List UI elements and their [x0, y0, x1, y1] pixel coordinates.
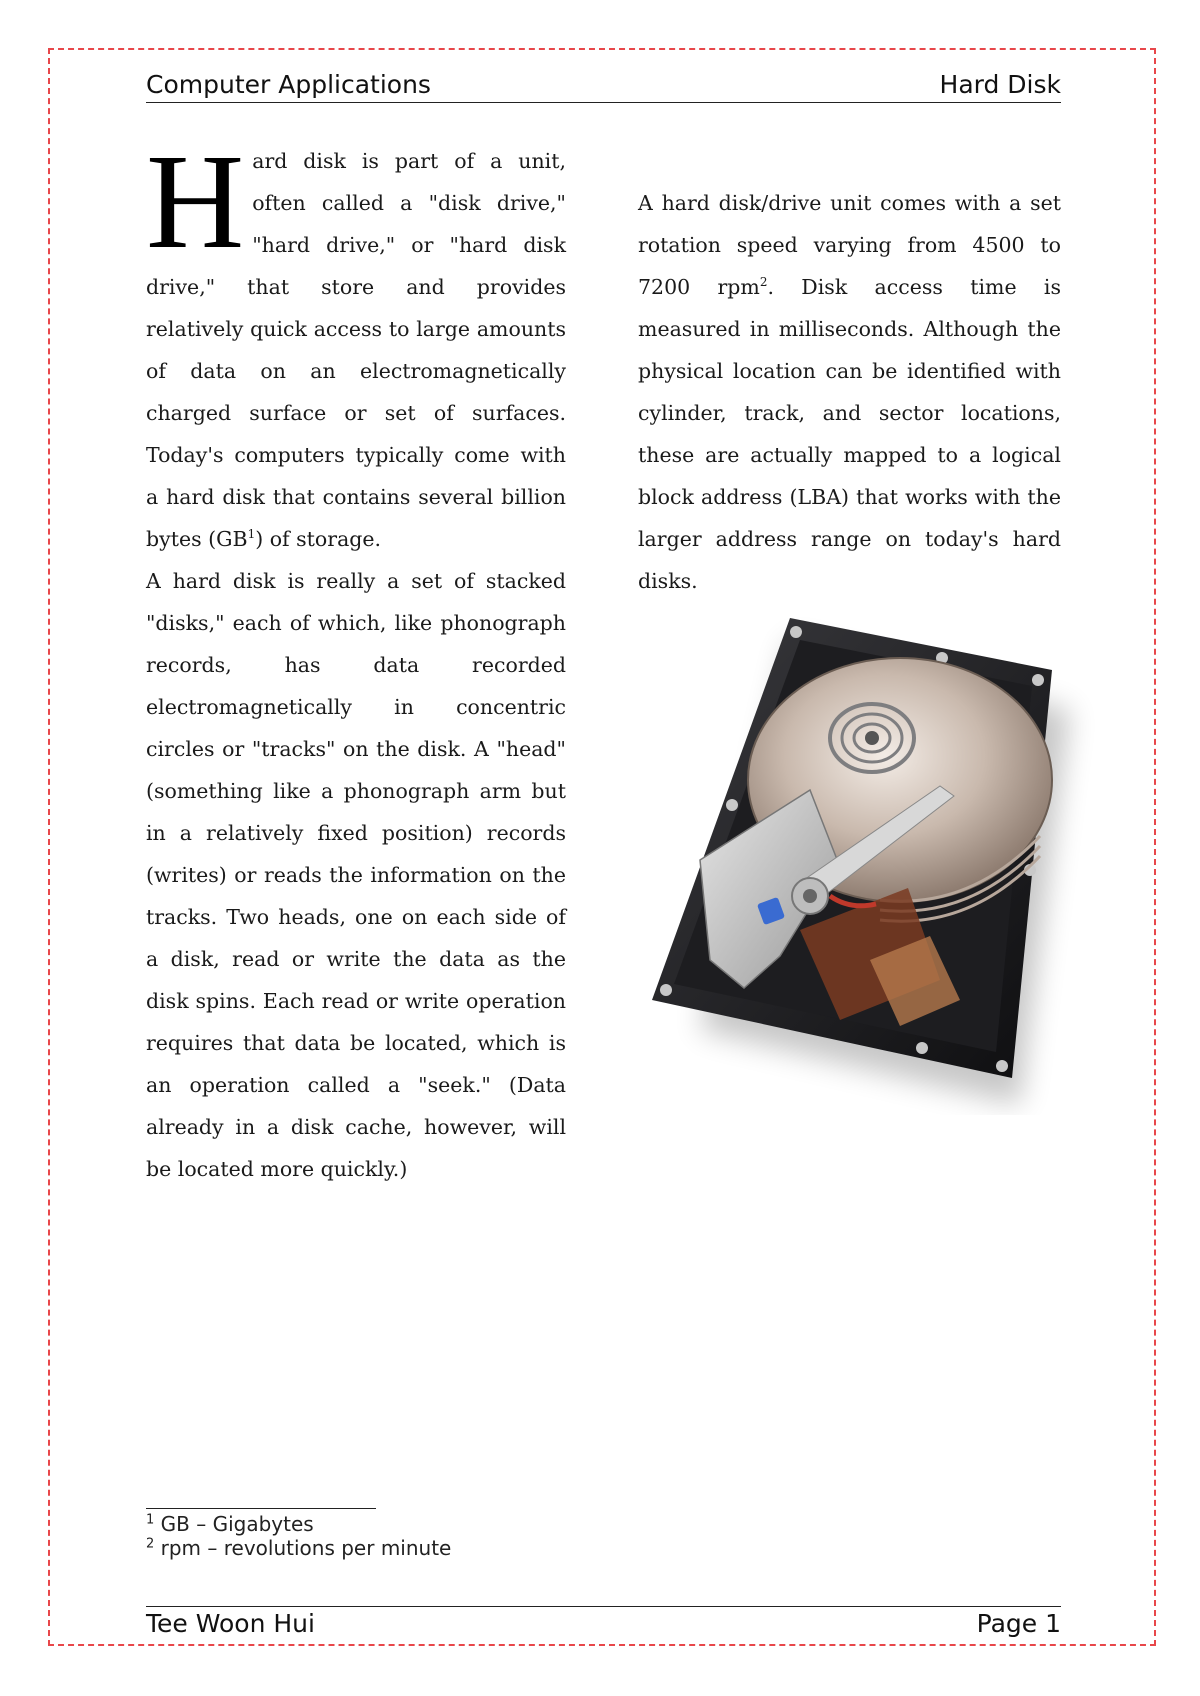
footer-author: Tee Woon Hui	[146, 1609, 315, 1638]
page-footer	[146, 1606, 1061, 1643]
footnote-mark-1: 1	[146, 1512, 155, 1528]
paragraph-rotation-speed	[638, 182, 1061, 602]
drop-cap: H	[146, 127, 245, 277]
footer-page-number: Page 1	[976, 1609, 1061, 1638]
intro-text: ard disk is part of a unit, often called a "disk drive," "hard drive," or "hard disk drive," that store and provides relatively quick access to large amounts of data on an electromagnetically charged surface or set of surfaces. Today's computers typically come with a hard disk that contains several billion bytes (GB	[146, 149, 566, 551]
header-section: Hard Disk	[939, 70, 1061, 99]
rotation-text-end: . Disk access time is measured in milliseconds. Although the physical location can be identified with cylinder, track, and sector locations, these are actually mapped to a logical block address (LBA) that works with the larger address range on today's hard disks.	[638, 275, 1061, 593]
header-title: Computer Applications	[146, 70, 431, 99]
footnote-ref-1[interactable]: 1	[247, 527, 256, 542]
footnotes	[146, 1512, 451, 1560]
footnote-text-2: rpm – revolutions per minute	[154, 1536, 452, 1560]
footnote-2	[146, 1536, 451, 1560]
hard-disk-image	[640, 600, 1100, 1115]
paragraph-intro	[146, 127, 566, 560]
footnote-separator	[146, 1508, 376, 1509]
left-column	[146, 127, 566, 1190]
page-header	[146, 66, 1061, 103]
footnote-ref-2[interactable]: 2	[759, 275, 768, 290]
footnote-1	[146, 1512, 451, 1536]
rotation-text: A hard disk/drive unit comes with a set rotation speed varying from 4500 to 7200 rpm	[638, 191, 1061, 299]
intro-text-end: ) of storage.	[255, 527, 382, 551]
footnote-text-1: GB – Gigabytes	[154, 1512, 314, 1536]
footnote-mark-2: 2	[146, 1536, 155, 1552]
right-column	[638, 182, 1061, 602]
paragraph-stacked-disks: A hard disk is really a set of stacked "disks," each of which, like phonograph records, has data recorded electromagnetically in concentric circles or "tracks" on the disk. A "head" (something like a phonograph arm but in a relatively fixed position) records (writes) or reads the information on the tracks. Two heads, one on each side of a disk, read or write the data as the disk spins. Each read or write operation requires that data be located, which is an operation called a "seek." (Data already in a disk cache, however, will be located more quickly.)	[146, 569, 566, 1181]
